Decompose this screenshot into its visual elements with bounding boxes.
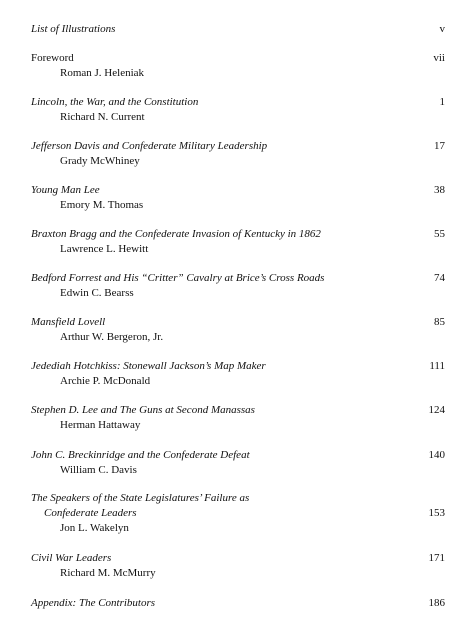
toc-entry-title: The Speakers of the State Legislatures’ Failure as xyxy=(31,492,250,504)
toc-entry-page: v xyxy=(439,23,445,35)
toc-entry-title: Mansfield Lovell xyxy=(31,316,106,328)
toc-entry-page: 140 xyxy=(428,449,445,461)
toc-entry-author: Richard N. Current xyxy=(60,111,145,123)
toc-entry-author: William C. Davis xyxy=(60,464,137,476)
toc-entry-author: Grady McWhiney xyxy=(60,155,140,167)
toc-entry-page: 74 xyxy=(434,272,445,284)
toc-entry-author: Jon L. Wakelyn xyxy=(60,522,129,534)
toc-entry-page: 17 xyxy=(434,140,445,152)
toc-entry-title: List of Illustrations xyxy=(31,23,116,35)
toc-entry-appendix xyxy=(31,596,445,611)
toc-entry-title: John C. Breckinridge and the Confederate Defeat xyxy=(31,449,250,461)
toc-entry-author: Edwin C. Bearss xyxy=(60,287,134,299)
toc-entry-page: 38 xyxy=(434,184,445,196)
toc-entry-page: vii xyxy=(433,52,445,64)
toc-entry-civil-war-leaders xyxy=(31,551,445,581)
toc-entry-page: 85 xyxy=(434,316,445,328)
toc-entry-title: Civil War Leaders xyxy=(31,552,112,564)
toc-entry-page: 124 xyxy=(428,404,445,416)
toc-entry-title: Jefferson Davis and Confederate Military Leadership xyxy=(31,140,268,152)
toc-entry-author: Emory M. Thomas xyxy=(60,199,144,211)
toc-entry-title: Foreword xyxy=(31,52,74,64)
toc-entry-title: Stephen D. Lee and The Guns at Second Manassas xyxy=(31,404,255,416)
toc-entry-lincoln xyxy=(31,95,445,125)
toc-entry-page: 171 xyxy=(428,552,445,564)
toc-entry-title-continued: Confederate Leaders xyxy=(44,507,137,519)
toc-entry-braxton-bragg xyxy=(31,227,445,257)
toc-entry-author: Herman Hattaway xyxy=(60,419,141,431)
toc-entry-jefferson-davis xyxy=(31,139,445,169)
toc-entry-author: Lawrence L. Hewitt xyxy=(60,243,149,255)
toc-entry-title: Bedford Forrest and His “Critter” Cavalry at Brice’s Cross Roads xyxy=(31,272,325,284)
toc-entry-author: Roman J. Heleniak xyxy=(60,67,145,79)
toc-entry-stephen-lee xyxy=(31,403,445,433)
toc-entry-title: Young Man Lee xyxy=(31,184,100,196)
toc-entry-page: 1 xyxy=(439,96,445,108)
toc-entry-page: 186 xyxy=(428,597,445,609)
toc-entry-speakers xyxy=(31,491,445,536)
toc-entry-author: Arthur W. Bergeron, Jr. xyxy=(60,331,164,343)
toc-entry-page: 111 xyxy=(429,360,445,372)
toc-entry-title: Braxton Bragg and the Confederate Invasion of Kentucky in 1862 xyxy=(31,228,321,240)
toc-entry-bedford-forrest xyxy=(31,271,445,301)
toc-entry-author: Archie P. McDonald xyxy=(60,375,151,387)
toc-entry-author: Richard M. McMurry xyxy=(60,567,156,579)
toc-entry-title: Jedediah Hotchkiss: Stonewall Jackson’s Map Maker xyxy=(31,360,266,372)
toc-entry-young-man-lee xyxy=(31,183,445,213)
toc-entry-page: 55 xyxy=(434,228,445,240)
toc-entry-title: Appendix: The Contributors xyxy=(31,597,156,609)
toc-entry-mansfield-lovell xyxy=(31,315,445,345)
toc-entry-page: 153 xyxy=(428,507,445,519)
toc-entry-foreword xyxy=(31,51,445,81)
toc-entry-breckinridge xyxy=(31,448,445,478)
toc-entry-title: Lincoln, the War, and the Constitution xyxy=(31,96,199,108)
toc-entry-list-of-illustrations xyxy=(31,22,445,37)
toc-entry-jedediah-hotchkiss xyxy=(31,359,445,389)
